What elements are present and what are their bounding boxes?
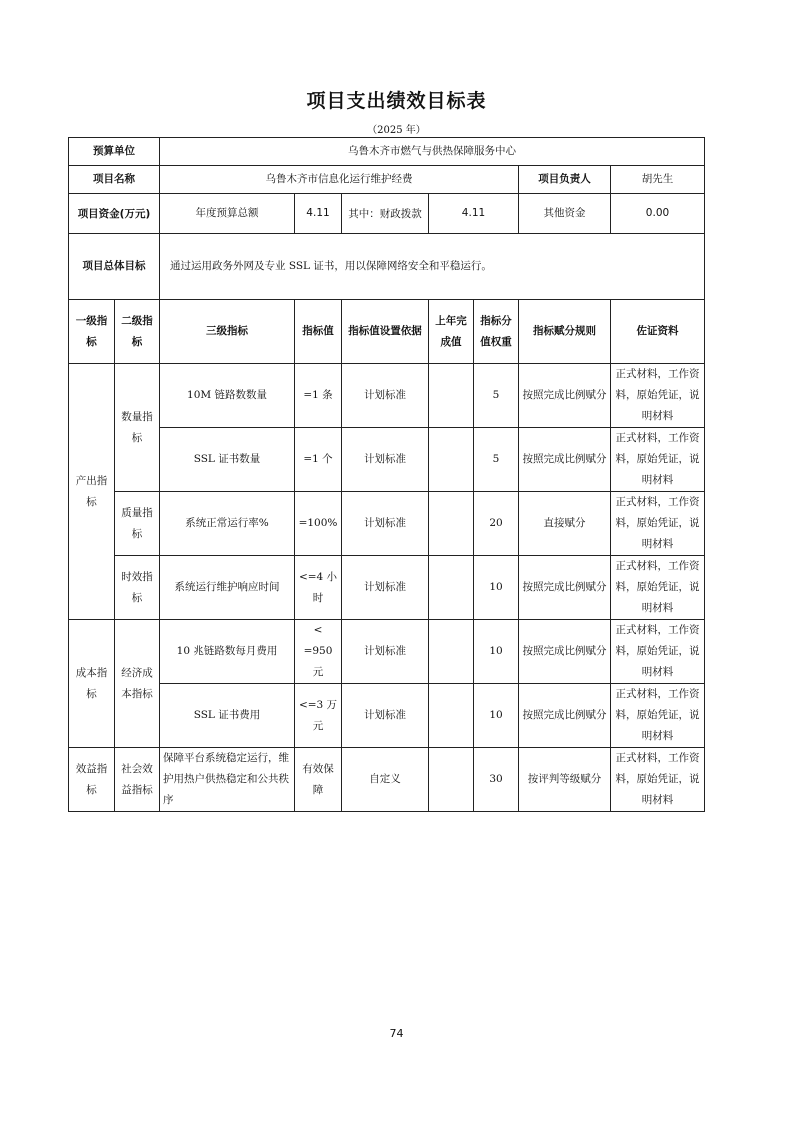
- table-row: [69, 492, 705, 556]
- budget-unit-value: 乌鲁木齐市燃气与供热保障服务中心: [160, 138, 705, 166]
- table-row: [69, 620, 705, 684]
- indicator-evidence: 正式材料，工作资料，原始凭证，说明材料: [611, 428, 705, 492]
- indicator-basis: 计划标准: [342, 684, 429, 748]
- indicator-evidence: 正式材料，工作资料，原始凭证，说明材料: [611, 364, 705, 428]
- indicator-value: 有效保障: [295, 748, 342, 812]
- indicator-weight: 30: [474, 748, 519, 812]
- table-row: [69, 748, 705, 812]
- indicator-rule: 按照完成比例赋分: [519, 556, 611, 620]
- page-title: 项目支出绩效目标表: [306, 90, 487, 112]
- indicator-basis: 自定义: [342, 748, 429, 812]
- indicator-basis: 计划标准: [342, 556, 429, 620]
- indicator-name: 系统正常运行率%: [160, 492, 295, 556]
- group-quality: 质量指标: [115, 492, 160, 556]
- header-rule: 指标赋分规则: [519, 300, 611, 364]
- indicator-weight: 5: [474, 428, 519, 492]
- header-level3: 三级指标: [160, 300, 295, 364]
- group-benefit: 效益指标: [69, 748, 115, 812]
- overall-goal-label: 项目总体目标: [69, 234, 160, 300]
- indicator-value: < =950 元: [295, 620, 342, 684]
- indicator-rule: 按评判等级赋分: [519, 748, 611, 812]
- project-person-label: 项目负责人: [519, 166, 611, 194]
- indicator-basis: 计划标准: [342, 492, 429, 556]
- indicator-last-year: [429, 684, 474, 748]
- header-value: 指标值: [295, 300, 342, 364]
- project-name-value: 乌鲁木齐市信息化运行维护经费: [160, 166, 519, 194]
- indicator-evidence: 正式材料，工作资料，原始凭证，说明材料: [611, 684, 705, 748]
- year-label: （2025 年）: [367, 125, 426, 136]
- indicator-last-year: [429, 428, 474, 492]
- indicator-value: =100%: [295, 492, 342, 556]
- indicator-name: 10 兆链路数每月费用: [160, 620, 295, 684]
- other-funds-value: 0.00: [611, 194, 705, 234]
- indicator-name: SSL 证书费用: [160, 684, 295, 748]
- table-row: [69, 684, 705, 748]
- table-row: [69, 428, 705, 492]
- fiscal-label: 其中：财政拨款: [342, 194, 429, 234]
- group-economic-cost: 经济成本指标: [115, 620, 160, 748]
- indicator-basis: 计划标准: [342, 620, 429, 684]
- indicator-value: <=3 万元: [295, 684, 342, 748]
- group-quantity: 数量指标: [115, 364, 160, 492]
- indicator-last-year: [429, 620, 474, 684]
- indicator-name: 10M 链路数数量: [160, 364, 295, 428]
- header-last-year: 上年完成值: [429, 300, 474, 364]
- table-row: [69, 364, 705, 428]
- indicator-evidence: 正式材料，工作资料，原始凭证，说明材料: [611, 492, 705, 556]
- indicator-last-year: [429, 556, 474, 620]
- indicator-rule: 按照完成比例赋分: [519, 364, 611, 428]
- overall-goal-text: 通过运用政务外网及专业 SSL 证书，用以保障网络安全和平稳运行。: [160, 234, 705, 300]
- header-level2: 二级指标: [115, 300, 160, 364]
- project-name-label: 项目名称: [69, 166, 160, 194]
- project-funds-label: 项目资金(万元): [69, 194, 160, 234]
- group-output: 产出指标: [69, 364, 115, 620]
- indicator-evidence: 正式材料，工作资料，原始凭证，说明材料: [611, 748, 705, 812]
- budget-unit-label: 预算单位: [69, 138, 160, 166]
- indicator-weight: 5: [474, 364, 519, 428]
- performance-table: [68, 137, 705, 812]
- indicator-rule: 直接赋分: [519, 492, 611, 556]
- indicator-rule: 按照完成比例赋分: [519, 684, 611, 748]
- page-number: 74: [389, 1027, 404, 1040]
- group-cost: 成本指标: [69, 620, 115, 748]
- project-person-value: 胡先生: [611, 166, 705, 194]
- fiscal-value: 4.11: [429, 194, 519, 234]
- indicator-weight: 10: [474, 556, 519, 620]
- header-level1: 一级指标: [69, 300, 115, 364]
- table-row: [69, 556, 705, 620]
- indicator-last-year: [429, 364, 474, 428]
- indicator-rule: 按照完成比例赋分: [519, 620, 611, 684]
- header-weight: 指标分值权重: [474, 300, 519, 364]
- indicator-basis: 计划标准: [342, 364, 429, 428]
- header-evidence: 佐证资料: [611, 300, 705, 364]
- indicator-last-year: [429, 492, 474, 556]
- indicator-evidence: 正式材料，工作资料，原始凭证，说明材料: [611, 620, 705, 684]
- other-funds-label: 其他资金: [519, 194, 611, 234]
- indicator-evidence: 正式材料，工作资料，原始凭证，说明材料: [611, 556, 705, 620]
- indicator-name: 保障平台系统稳定运行，维护用热户供热稳定和公共秩序: [160, 748, 295, 812]
- group-timeliness: 时效指标: [115, 556, 160, 620]
- indicator-value: =1 个: [295, 428, 342, 492]
- indicator-basis: 计划标准: [342, 428, 429, 492]
- annual-total-label: 年度预算总额: [160, 194, 295, 234]
- annual-total-value: 4.11: [295, 194, 342, 234]
- indicator-value: =1 条: [295, 364, 342, 428]
- indicator-rule: 按照完成比例赋分: [519, 428, 611, 492]
- indicator-weight: 10: [474, 684, 519, 748]
- indicator-weight: 10: [474, 620, 519, 684]
- indicator-value: <=4 小时: [295, 556, 342, 620]
- indicator-last-year: [429, 748, 474, 812]
- indicator-name: 系统运行维护响应时间: [160, 556, 295, 620]
- header-basis: 指标值设置依据: [342, 300, 429, 364]
- indicator-name: SSL 证书数量: [160, 428, 295, 492]
- indicator-weight: 20: [474, 492, 519, 556]
- group-social-benefit: 社会效益指标: [115, 748, 160, 812]
